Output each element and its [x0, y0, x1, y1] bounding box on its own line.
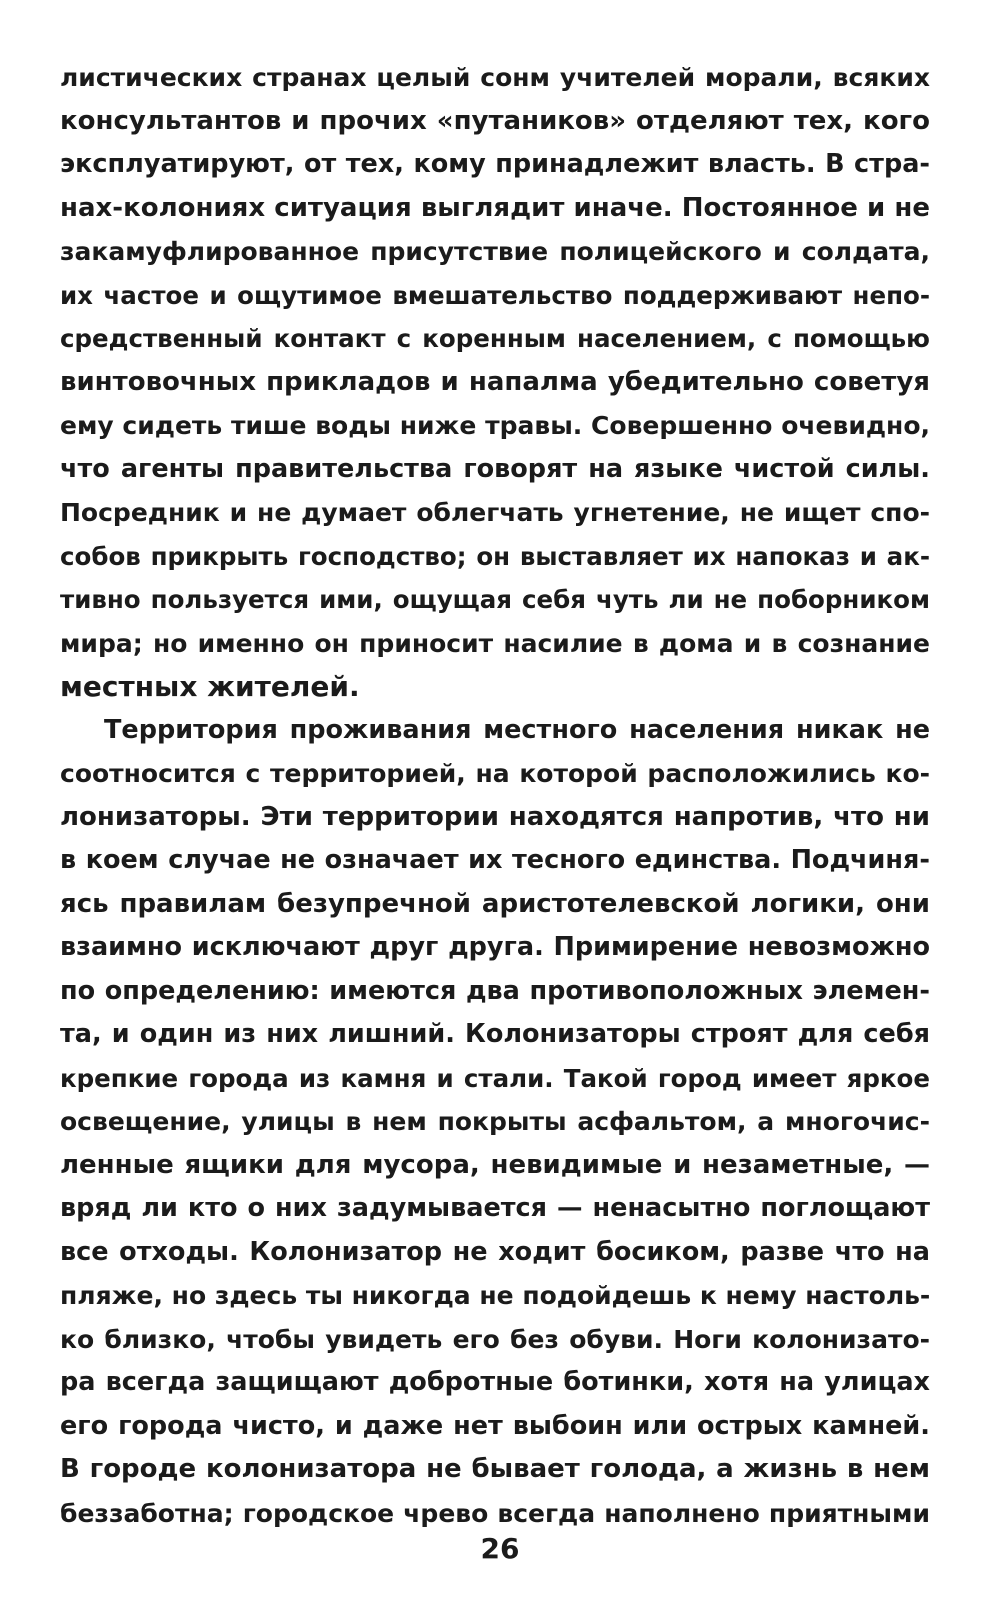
page-number: 26: [480, 1532, 520, 1565]
text-line: ясь правилам безупречной аристотелевской логики, они: [60, 888, 930, 919]
text-line: крепкие города из камня и стали. Такой город имеет яркое: [60, 1063, 930, 1093]
text-line: закамуфлированное присутствие полицейского и солдата,: [60, 237, 930, 266]
text-line: пляже, но здесь ты никогда не подойдешь к нему настоль-: [60, 1281, 930, 1310]
text-line: местных жителей.: [60, 670, 360, 703]
text-line: винтовочных прикладов и напалма убедительно советуя: [60, 366, 930, 397]
text-line: лонизаторы. Эти территории находятся напротив, что ни: [60, 801, 930, 832]
text-line: та, и один из них лишний. Колонизаторы строят для себя: [60, 1019, 930, 1049]
text-line: его города чисто, и даже нет выбоин или острых камней.: [60, 1410, 930, 1441]
text-line: собов прикрыть господство; он выставляет их напоказ и ак-: [60, 541, 930, 571]
text-line: беззаботна; городское чрево всегда наполнено приятными: [60, 1498, 930, 1528]
text-line: мира; но именно он приносит насилие в дома и в сознание: [60, 628, 930, 658]
text-line: что агенты правительства говорят на языке чистой силы.: [60, 453, 930, 484]
text-line: тивно пользуется ими, ощущая себя чуть ли не поборником: [60, 585, 930, 614]
text-line: вряд ли кто о них задумывается — ненасытно поглощают: [60, 1193, 930, 1223]
text-line: соотносится с территорией, на которой расположились ко-: [60, 759, 930, 788]
text-line: листических странах целый сонм учителей морали, всяких: [60, 63, 930, 92]
text-line: ра всегда защищают добротные ботинки, хотя на улицах: [60, 1367, 930, 1397]
text-line: Территория проживания местного населения никак не: [104, 714, 930, 745]
text-line: по определению: имеются два противоположных элемен-: [60, 975, 930, 1006]
text-line: средственный контакт с коренным населением, с помощью: [60, 324, 930, 353]
text-line: все отходы. Колонизатор не ходит босиком, разве что на: [60, 1236, 930, 1267]
text-line: взаимно исключают друг друга. Примирение невозможно: [60, 932, 930, 962]
text-line: Посредник и не думает облегчать угнетение, не ищет спо-: [60, 498, 930, 527]
text-line: ему сидеть тише воды ниже травы. Совершенно очевидно,: [60, 411, 930, 440]
text-line: нах-колониях ситуация выглядит иначе. Постоянное и не: [60, 192, 930, 223]
text-line: эксплуатируют, от тех, кому принадлежит власть. В стра-: [60, 149, 930, 179]
text-line: их частое и ощутимое вмешательство поддерживают непо-: [60, 280, 930, 310]
paragraph-1: [60, 56, 930, 709]
body-text: [60, 56, 930, 1535]
text-line: ленные ящики для мусора, невидимые и незаметные, —: [60, 1149, 930, 1180]
paragraph-2: [60, 709, 930, 1536]
text-line: в коем случае не означает их тесного единства. Подчиня-: [60, 845, 930, 875]
text-line: В городе колонизатора не бывает голода, а жизнь в нем: [60, 1454, 930, 1484]
text-line: ко близко, чтобы увидеть его без обуви. Ноги колонизато-: [60, 1324, 930, 1354]
text-line: освещение, улицы в нем покрыты асфальтом, а многочис-: [60, 1107, 930, 1136]
text-line: консультантов и прочих «путаников» отделяют тех, кого: [60, 105, 930, 136]
